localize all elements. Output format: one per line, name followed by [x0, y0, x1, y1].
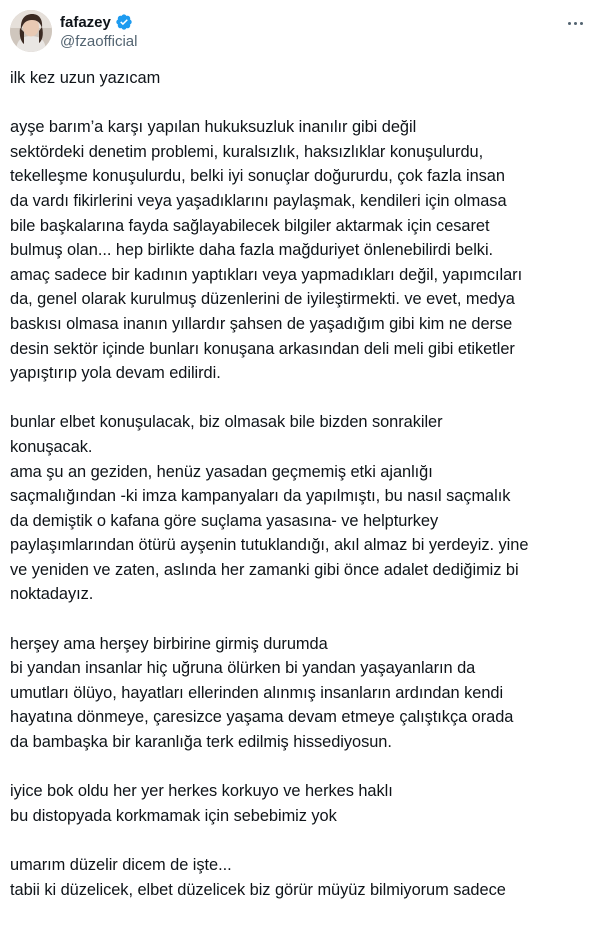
tweet-line: saçmalığından -ki imza kampanyaları da yapılmıştı, bu nasıl saçmalık — [10, 487, 511, 506]
tweet-line: bile başkalarına fayda sağlayabilecek bilgiler aktarmak için cesaret — [10, 216, 490, 235]
tweet-paragraph — [10, 66, 594, 91]
tweet-line: bunlar elbet konuşulacak, biz olmasak bile bizden sonrakiler — [10, 413, 443, 432]
avatar-photo — [10, 10, 52, 52]
tweet-line: bu distopyada korkmamak için sebebimiz yok — [10, 806, 337, 825]
tweet-line: ve yeniden ve zaten, aslında her zamanki gibi önce adalet dediğimiz bi — [10, 560, 519, 579]
tweet-line: konuşacak. — [10, 437, 93, 456]
author-info — [60, 12, 137, 50]
tweet-paragraph — [10, 115, 594, 386]
tweet-paragraph — [10, 853, 594, 902]
tweet-line: baskısı olmasa inanın yıllardır şahsen de yaşadığım gibi kim ne derse — [10, 314, 513, 333]
tweet-line: ama şu an geziden, henüz yasadan geçmemiş etki ajanlığı — [10, 462, 433, 481]
tweet-paragraph — [10, 410, 594, 607]
display-name-row — [60, 12, 137, 32]
tweet-line: umarım düzelir dicem de işte... — [10, 856, 232, 874]
tweet-line: desin sektör içinde bunları konuşana arkasından deli meli gibi etiketler — [10, 339, 515, 358]
tweet-line: ayşe barım’a karşı yapılan hukuksuzluk inanılır gibi değil — [10, 118, 417, 137]
tweet-line: tabii ki düzelicek, elbet düzelicek biz görür müyüz bilmiyorum sadece — [10, 880, 506, 899]
verified-badge-icon[interactable] — [115, 13, 133, 31]
tweet-paragraph — [10, 632, 594, 755]
tweet-line: amaç sadece bir kadının yaptıkları veya yapmadıkları değil, yapımcıları — [10, 265, 523, 284]
tweet-line: bulmuş olan... hep birlikte daha fazla mağduriyet önlenebilirdi belki. — [10, 241, 494, 260]
tweet-line: da vardı fikirlerini veya yaşadıklarını paylaşmak, kendileri için olmasa — [10, 191, 507, 210]
tweet-line: iyice bok oldu her yer herkes korkuyo ve herkes haklı — [10, 782, 393, 801]
avatar[interactable] — [10, 10, 52, 52]
tweet-line: umutları ölüyo, hayatları ellerinden alınmış insanların ardından kendi — [10, 683, 504, 702]
more-options-icon[interactable] — [564, 14, 586, 32]
tweet-line: ilk kez uzun yazıcam — [10, 69, 161, 87]
tweet-line: herşey ama herşey birbirine girmiş durumda — [10, 634, 328, 653]
display-name[interactable]: fafazey — [60, 13, 111, 31]
tweet-line: da demiştik o kafana göre suçlama yasasına- ve helpturkey — [10, 511, 439, 530]
tweet-line: noktadayız. — [10, 585, 94, 604]
tweet-line: yapıştırıp yola devam edilirdi. — [10, 364, 221, 383]
tweet-line: da, genel olarak kurulmuş düzenlerini de iyileştirmekti. ve evet, medya — [10, 290, 515, 309]
tweet-header — [10, 10, 590, 56]
tweet-line: bi yandan insanlar hiç uğruna ölürken bi yandan yaşayanların da — [10, 659, 476, 678]
author-handle[interactable]: @fzaofficial — [60, 33, 138, 50]
tweet-text — [10, 66, 594, 927]
tweet-line: paylaşımlarından ötürü ayşenin tutuklandığı, akıl almaz bi yerdeyiz. yine — [10, 536, 529, 555]
tweet-line: hayatına dönmeye, çaresizce yaşama devam etmeye çalıştıkça orada — [10, 708, 514, 727]
tweet-line: sektördeki denetim problemi, kuralsızlık, haksızlıklar konuşulurdu, — [10, 142, 484, 161]
tweet-paragraph — [10, 779, 594, 828]
tweet-line: tekelleşme konuşulurdu, belki iyi sonuçlar doğururdu, çok fazla insan — [10, 167, 505, 186]
tweet-line: da bambaşka bir karanlığa terk edilmiş hissediyosun. — [10, 733, 392, 752]
